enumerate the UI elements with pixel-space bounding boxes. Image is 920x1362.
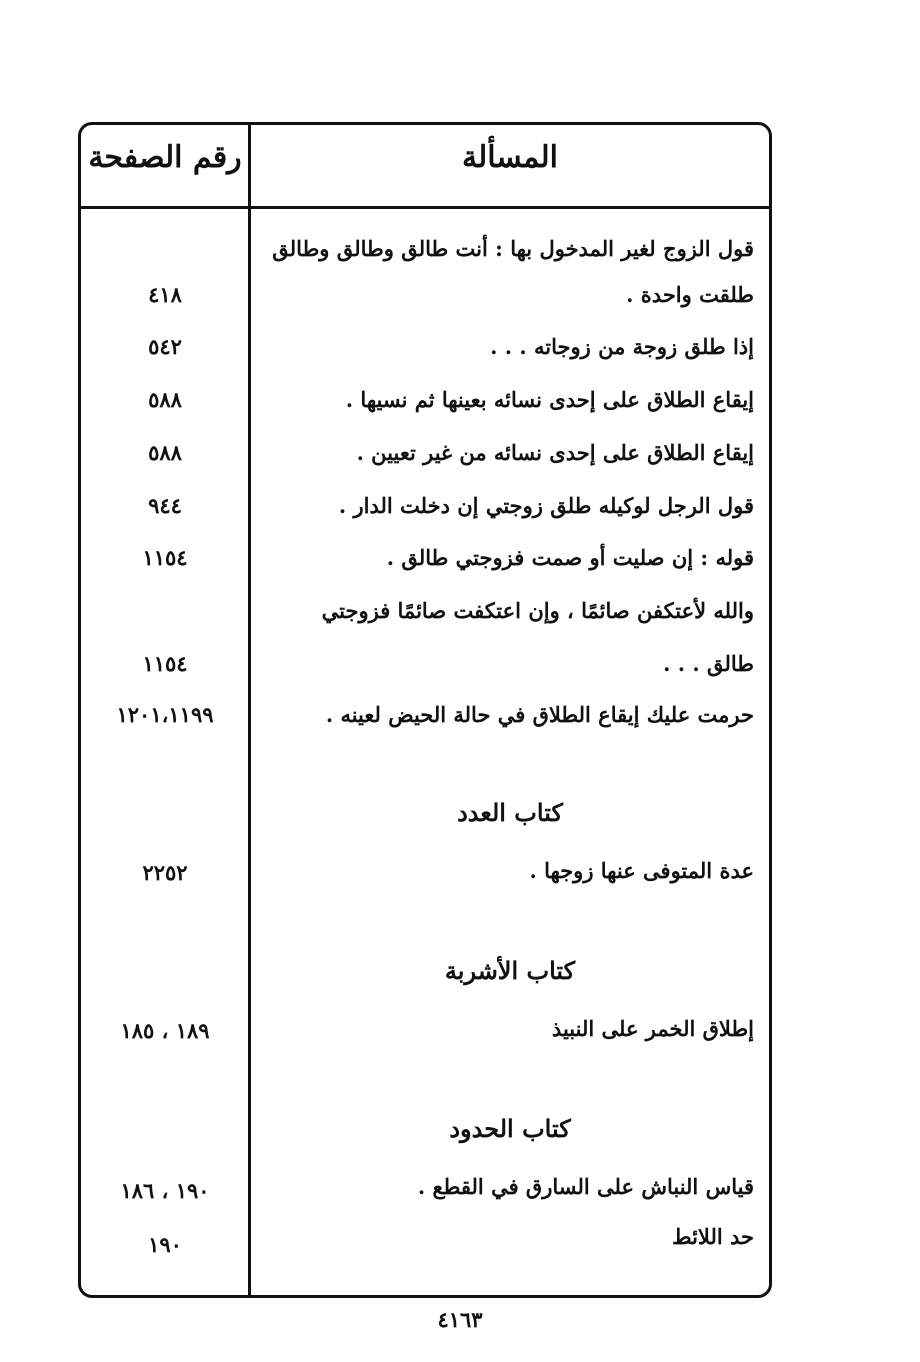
index-entry-text: عدة المتوفى عنها زوجها .	[529, 858, 754, 883]
index-entry-page: ١٩٠ ، ١٨٦	[120, 1178, 210, 1203]
page-column-header: رقم الصفحة	[88, 140, 242, 175]
page-number: ٤١٦٣	[437, 1307, 483, 1332]
index-entry-page: ٥٨٨	[148, 387, 182, 412]
section-heading: كتاب الأشربة	[444, 956, 576, 985]
index-entry-page: ١٩٠	[148, 1232, 182, 1257]
column-divider	[248, 125, 251, 1295]
index-entry-page: ١٢٠١،١١٩٩	[116, 702, 214, 727]
index-entry-text: إذا طلق زوجة من زوجاته . . .	[490, 334, 754, 359]
index-entry-page: ١٨٩ ، ١٨٥	[120, 1018, 210, 1043]
index-entry-text: إيقاع الطلاق على إحدى نسائه بعينها ثم نسيها .	[345, 387, 754, 412]
index-entry-text: قياس النباش على السارق في القطع .	[417, 1174, 754, 1199]
header-divider	[78, 206, 772, 209]
index-entry-text: والله لأعتكفن صائمًا ، وإن اعتكفت صائمًا فزوجتي	[321, 598, 754, 623]
issue-column-header: المسألة	[462, 140, 558, 175]
index-entry-text: قول الزوج لغير المدخول بها : أنت طالق وطالق وطالق	[272, 236, 754, 261]
index-entry-page: ٥٨٨	[148, 440, 182, 465]
index-entry-text: حرمت عليك إيقاع الطلاق في حالة الحيض لعينه .	[325, 702, 754, 727]
index-entry-text: طلقت واحدة .	[626, 282, 754, 307]
index-entry-text: إيقاع الطلاق على إحدى نسائه من غير تعيين .	[356, 440, 754, 465]
index-entry-page: ١١٥٤	[142, 545, 188, 570]
index-entry-page: ٤١٨	[148, 282, 182, 307]
index-entry-text: حد اللائط	[672, 1224, 754, 1249]
index-entry-text: طالق . . .	[663, 651, 754, 676]
index-entry-text: قول الرجل لوكيله طلق زوجتي إن دخلت الدار .	[338, 493, 754, 518]
index-entry-page: ٩٤٤	[148, 493, 182, 518]
section-heading: كتاب العدد	[457, 798, 563, 827]
section-heading: كتاب الحدود	[449, 1114, 571, 1143]
index-entry-page: ٢٢٥٢	[142, 860, 188, 885]
index-entry-text: قوله : إن صليت أو صمت فزوجتي طالق .	[386, 545, 754, 570]
index-entry-text: إطلاق الخمر على النبيذ	[551, 1016, 754, 1041]
index-entry-page: ١١٥٤	[142, 651, 188, 676]
index-entry-page: ٥٤٢	[148, 334, 182, 359]
